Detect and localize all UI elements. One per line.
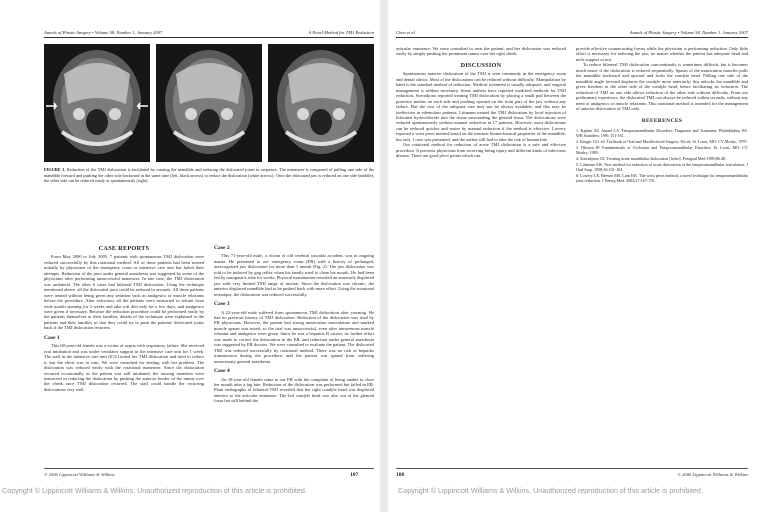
running-title: A Novel Method for TMJ Reduction: [308, 30, 374, 35]
paragraph: articular eminence. We were consulted to treat the patient, and her dislocation was reduced easily by simply pushing the prominent ramus over her right cheek.: [396, 46, 566, 57]
running-head: Annals of Plastic Surgery • Volume 58, Number 1, January 2007: [44, 30, 163, 35]
reference-list: [576, 128, 748, 183]
footer-copyright: © 2006 Lippincott Williams & Wilkins: [677, 472, 748, 477]
reference-item: 4. Soeradjono OJ. Treating acute mandibular dislocation [letter]. Postgrad Med 1989;86:48.: [576, 155, 727, 161]
footer-rule: [396, 468, 748, 469]
skull-xray-image: [44, 44, 150, 162]
figure-3: [44, 44, 374, 162]
figure-caption-text: Reduction of the TMJ dislocation is facilitated by rotating the mandible and reducing the dislocated joints in sequence. The maneuver is composed of pulling one side of the mandible forward and pushing the other side backward in the same time (left, black arrows) to reduce the dislocation (white arrows). Once the dislocated jaw is reduced on one side (middle), the other side can be reduced easily or spontaneously (right).: [44, 167, 374, 184]
running-head-author: Chen et al: [396, 30, 415, 35]
reference-item: 2. Kruger GO, ed. Textbook of Oral and Maxillofacial Surgery. 5th ed. St. Louis, MO: CV Mosby; 1979.: [576, 138, 748, 144]
page-gutter: [380, 0, 388, 512]
case-heading: Case 4: [214, 368, 230, 375]
reference-item: 3. Okeson JP. Fundamentals of Occlusion and Temporomandibular Disorders. St. Louis, MO: CV Mosby; 1985.: [576, 144, 748, 155]
left-page: [0, 0, 380, 500]
section-heading: CASE REPORTS: [98, 245, 150, 252]
figure-caption: [44, 167, 374, 184]
page-number: 107: [350, 472, 359, 478]
paragraph: An 18-year-old female came to our ER with the complaint of being unable to close her mouth after a big bite. Reduction of the dislocation was performed but failed in ER. Plain radiographs of bilateral TMJ revealed that her right condyle head was displaced anterior to the articular eminence. The left condyle head was also out of the glenoid fossa but still behind the: [214, 376, 374, 404]
paragraph: provide effective counteracting forces while the physician is performing reduction. Only little effort is necessary for reducing the jaw, no matter whether the patient has adequate head and neck support or not.: [576, 46, 748, 62]
xray-panel-right: [268, 44, 374, 162]
xray-panel-middle: [156, 44, 262, 162]
right-page-column-1: [396, 46, 566, 159]
case-heading: Case 3: [214, 301, 230, 308]
left-page-column-1: [44, 246, 204, 392]
reference-item: 1. Kaplan AS, Assael LA. Temporomandibular Disorders: Diagnosis and Treatment. Philadelphia, PA: WB Saunders; 1991:151-161.: [576, 127, 748, 138]
page-number: 108: [396, 472, 405, 478]
section-heading: DISCUSSION: [460, 61, 502, 69]
case-heading: Case 2: [214, 245, 230, 251]
figure-caption-label: FIGURE 3.: [44, 167, 66, 172]
right-page-column-2: [576, 46, 748, 184]
reference-item: 6. Lowery LE, Beeson MS, Lum KK. The wrist pivot method, a novel technique for temporomandibular joint reduction. J Emerg Med. 2004;27:167-170.: [576, 172, 748, 183]
reference-item: 5. Littmann SW. New method for reduction of acute dislocation of the temporomandibular articulation. J Oral Surg. 1958;16:101-104.: [576, 161, 748, 172]
left-page-column-2: [214, 246, 374, 404]
paragraph: Our rotational method for reduction of acute TMJ dislocation is a safe and effective procedure. It prevents physicians from receiving biting injury and different kinds of infectious disease. There are good pivot points which can: [396, 142, 566, 159]
case-heading: Case 1: [44, 334, 60, 341]
paragraph: This 71-year-old male, a victim of old cerebral vascular accident, was in ongoing mania. He presented to our emergency room (ER) with a history of prolonged, unrecognized jaw dislocation for more than 1 month (Fig. 2). The jaw dislocation was told to be induced by gag reflex when his family tried to clean his mouth. He had been fed by nasogastric tube for weeks. Physical examination revealed an anteriorly displaced jaw with very limited TMJ range of motion. Since the dislocation was chronic, the anterior displaced mandible had to be pushed back with more effort. Using the rotational technique, the dislocation was reduced successfully.: [214, 253, 374, 297]
skull-xray-image: [156, 44, 262, 162]
header-rule: [44, 37, 374, 38]
references-heading: REFERENCES: [641, 118, 683, 125]
paragraph: From May 2000 to July 2005, 7 patients with spontaneous TMJ dislocation were reduced successfully by this rotational method. All of these patients had been treated initially by physicians of the emergency room or intensive care unit but failed their attempts. Reduction of the jaws under general anesthesia was suggested by some of the physicians after performing unsuccessful maneuver. In one case, the TMJ dislocation was unilateral. The other 6 cases had bilateral TMJ dislocation. Using the technique mentioned above, all the dislocated jaws could be reduced in seconds. All these patients were treated without being given any sedation such as analgesics or muscle relaxants before the procedure. After reduction, all the patients were instructed to refrain from wide mouth opening for 3 weeks and take soft diet only for a few days, and analgesics were given if necessary. Because the reduction procedure could be performed easily by the patients themselves or their families, details of the technique were explained to the patients and their families so that they could try to push the patients' dislocated joints back if the TMJ dislocation recurred.: [44, 254, 204, 331]
paragraph: Spontaneous anterior dislocation of the TMJ is seen commonly in the emergency room and dental clinics. Most of the dislocations can be reduced without difficulty. Manipulation by hand is the standard method of reduction. Medical treatment is usually adequate, and surgical management is seldom necessary. Some authors have reported modified methods for TMJ reduction. Soeradjono reported treating TMJ dislocation by placing a small pad between the posterior molars on each side and pushing upward on the front part of the jaw without any failure. But the cost of the adequate size may not be always available, and this may be ineffective in edentulous patients. Littmann treated the TMJ dislocation by local injection of lidocaine hydrochloride into the tissue surrounding the glenoid fossa. The dislocations were reduced spontaneously without manual reduction in 17 patients. However, most dislocations can be reduced quicker and easier by manual reduction if the method is effective. Lowery reported a wrist pivot method based on the intrinsic biomechanical properties of the mandible, but only 1 case was presented, and the author still had to take the risk of human bite.: [396, 71, 566, 142]
header-rule: [396, 37, 748, 38]
footer-copyright: © 2006 Lippincott Williams & Wilkins: [44, 472, 115, 477]
copyright-notice: Copyright © Lippincott Williams & Wilkins. Unauthorized reproduction of this article is prohibited.: [2, 486, 307, 495]
paragraph: This 68-year-old female was a victim of sepsis with respiratory failure. She received oral intubation and was under ventilator support in the intensive care unit for 1 week. The staff in the intensive care unit (ICU) noted her TMJ dislocation and tried to reduce it, but the effort was in vain. We were consulted for dealing with her problem. The dislocation was reduced easily with the rotational maneuver. Since the dislocation recurred occasionally as the patient was still intubated, the nursing members were instructed in reducing the dislocation by pushing the anterior border of the ramus over the cheek once TMJ dislocation recurred. The staff could handle the recurring dislocations very well.: [44, 343, 204, 392]
skull-xray-image: [268, 44, 374, 162]
footer-rule: [44, 468, 374, 469]
paragraph: To reduce bilateral TMJ dislocation concomitantly is sometimes difficult, but it becomes much easier if the dislocation is reduced sequentially. Spasm of the mastication muscles pulls the mandible backward and upward and locks the condyle head. Pulling one side of the mandible anglе forward displaces the condyle more anteriorly; this unlocks the mandible and gives freedom to the other side of the condyle head, hence facilitating its reduction. The reduction of TMJ on one side allows reduction of the other side without difficulty. From our preliminary experience, the dislocated TMJ can always be reduced within seconds, without any need of analgesics or muscle relaxants. This rotational method is intended for the management of anterior dislocation of TMJ only.: [576, 62, 748, 111]
xray-panel-left: [44, 44, 150, 162]
running-head: Annals of Plastic Surgery • Volume 58, Number 1, January 2007: [629, 30, 748, 35]
copyright-notice: Copyright © Lippincott Williams & Wilkins. Unauthorized reproduction of this article is prohibited.: [398, 486, 703, 495]
paragraph: A 22-year-old male suffered from spontaneous TMJ dislocation after yawning. He had no previous history of TMJ dislocation. Reduction of the dislocation was tried by ER physicians. However, the patient had strong mastication musculature and marked muscle spasm was noted, so the trial was unsuccessful, even after intravenous muscle relaxant and analgesics were given. Since he was a hepatitis B carrier, no further effort was made to correct the dislocation in the ER, and reduction under general anesthesia was suggested by ER doctors. We were consulted to evaluate the patient. The dislocated TMJ was reduced successfully by rotational method. There was no risk of hepatitis transmission during the procedure, and the patient was spared from suffering unnecessary general anesthesia.: [214, 309, 374, 364]
right-page: [388, 0, 768, 500]
